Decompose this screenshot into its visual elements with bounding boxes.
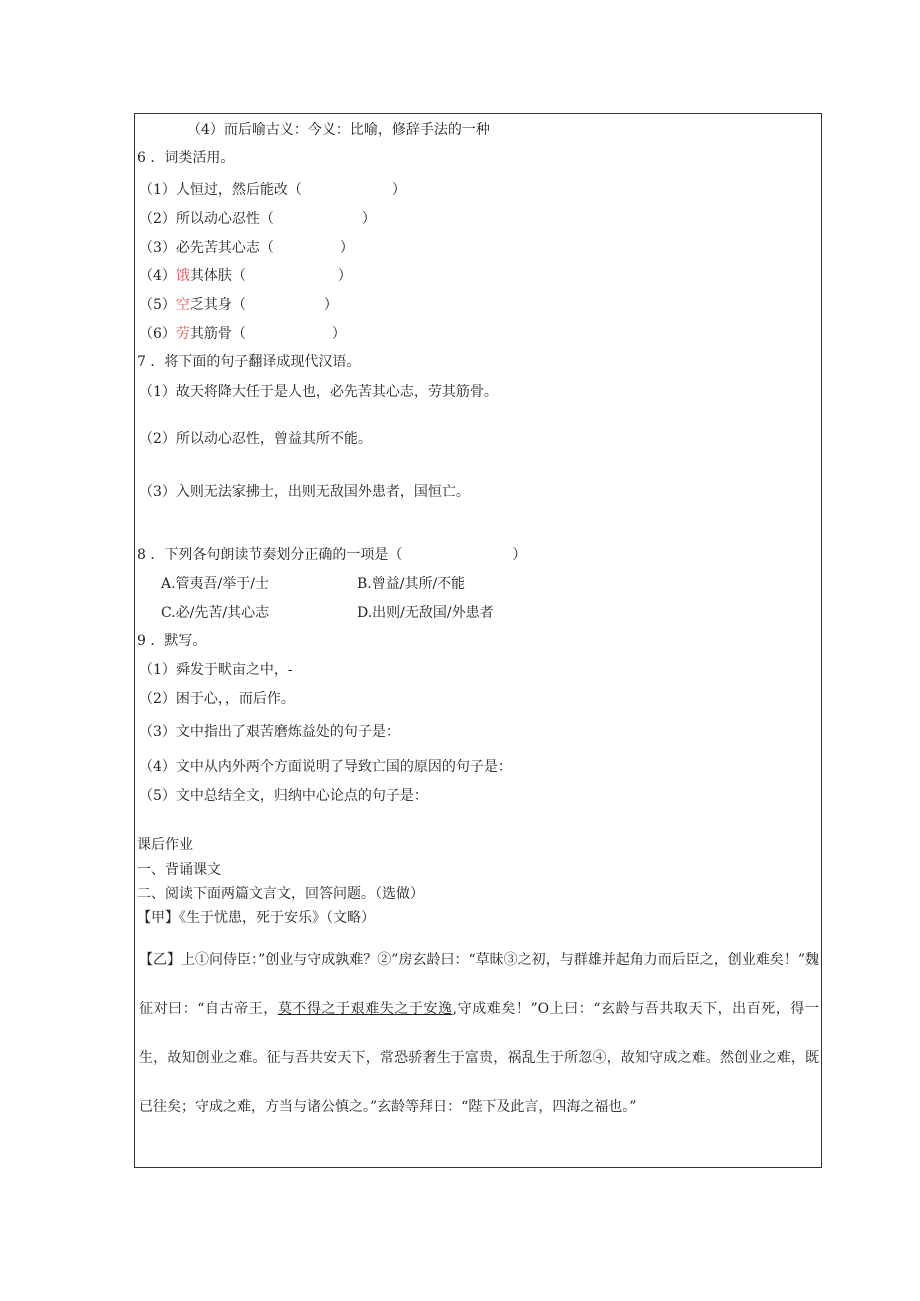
q9-heading: 9 ．默写。 [137,633,207,649]
highlight-word: 饿 [175,268,190,284]
q7-heading: 7 ．将下面的句子翻译成现代汉语。 [137,354,361,370]
q9-item-5: （5）文中总结全文，归纳中心论点的句子是： [139,788,428,804]
q6-item-4: （4）饿其体肤（ ） [139,268,352,284]
q8-heading: 8 ．下列各句朗读节奏划分正确的一项是（ ） [137,547,527,563]
q6-item-1: （1）人恒过，然后能改（ ） [139,182,406,198]
q5-item-4: （4）而后喻古义：今义：比喻，修辞手法的一种 [187,122,490,138]
q9-item-1: （1）舜发于畎亩之中，- [139,662,293,678]
underlined-phrase: 莫不得之于艰难失之于安逸 [277,1001,453,1017]
q8-option-a: A.管夷吾/举于/士 [161,576,269,592]
q9-item-4: （4）文中从内外两个方面说明了导致亡国的原因的句子是： [139,759,512,775]
q8-option-d: D.出则/无敌国/外患者 [357,605,494,621]
homework-jia: 【甲】《生于忧患，死于安乐》（文略） [137,910,375,926]
homework-item-1: 一、背诵课文 [137,862,221,878]
q6-item-5: （5）空乏其身（ ） [139,297,338,313]
worksheet-frame [134,113,822,1168]
q9-item-3: （3）文中指出了艰苦磨炼益处的句子是： [139,724,400,740]
highlight-word: 劳 [175,326,190,342]
highlight-word: 空 [175,297,190,313]
q8-option-b: B.曾益/其所/不能 [357,576,466,592]
q6-heading: 6 ．词类活用。 [137,150,235,166]
q6-item-6: （6）劳其筋骨（ ） [139,326,346,342]
homework-title: 课后作业 [137,837,193,853]
q7-item-3: （3）入则无法家拂士，出则无敌国外患者，国恒亡。 [139,484,470,500]
q8-option-c: C.必/先苦/其心志 [161,605,270,621]
q7-item-2: （2）所以动心忍性，曾益其所不能。 [139,431,372,447]
q7-item-1: （1）故天将降大任于是人也，必先苦其心志，劳其筋骨。 [139,384,498,400]
q9-item-2: （2）困于心，，而后作。 [139,691,295,707]
q6-item-2: （2）所以动心忍性（ ） [139,211,376,227]
homework-yi-passage: 【乙】上①问侍臣：”创业与守成孰难？②”房玄龄曰：“草昧③之初，与群雄并起角力而后臣之，创业难矣！”魏征对曰：“自古帝王，莫不得之于艰难失之于安逸,守成难矣！”O上曰：“玄龄与吾共取天下，出百死，得一生，故知创业之难。征与吾共安天下，常恐骄奢生于富贵，祸乱生于所忽④，故知守成之难。然创业之难，既已往矣；守成之难，方当与诸公慎之。”玄龄等拜日：“陛下及此言，四海之福也。” [139,952,819,1115]
homework-item-2: 二、阅读下面两篇文言文，回答问题。（选做） [137,886,424,902]
q6-item-3: （3）必先苦其心志（ ） [139,240,354,256]
